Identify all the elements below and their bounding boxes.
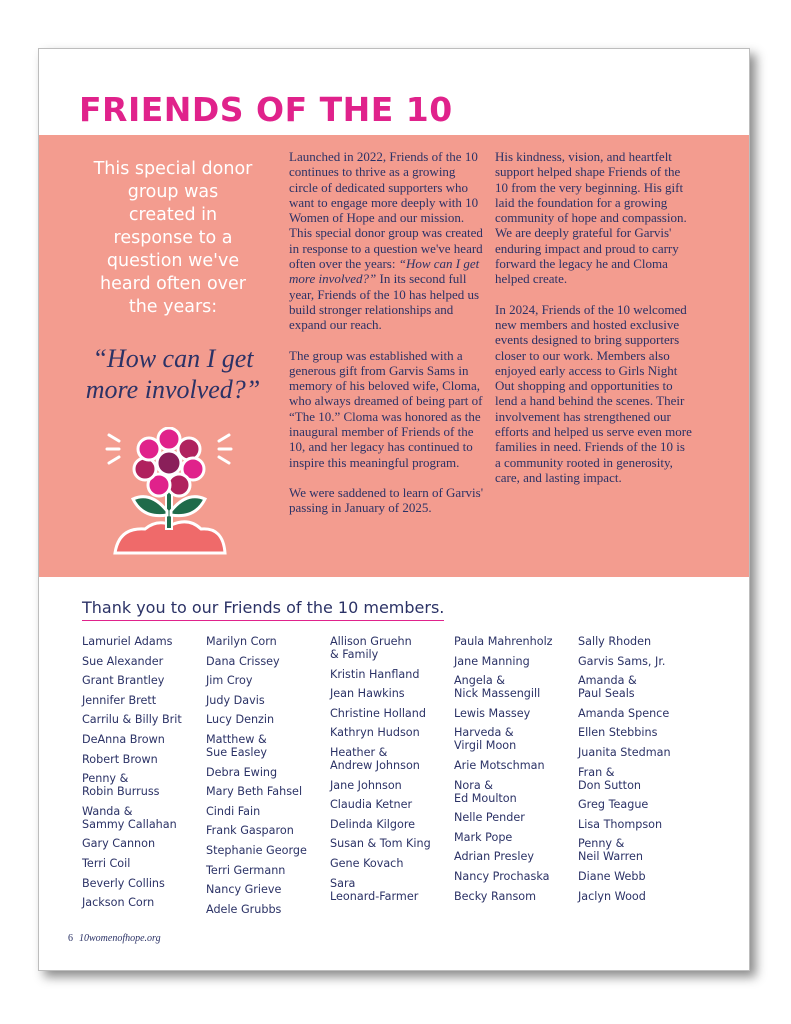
member-column [578, 635, 702, 909]
page-title: FRIENDS OF THE 10 [79, 90, 453, 129]
member-name: Jane Manning [454, 654, 530, 668]
member-name: Penny & Neil Warren [578, 837, 643, 864]
member-name: Stephanie George [206, 843, 307, 857]
body-paragraph: The group was established with a generous gift from Garvis Sams in memory of his beloved wife, Cloma, who always dreamed of being part of “The 10.” Cloma was honored as the inaugural member of Friends of the 10, and her legacy has continued to inspire this meaningful program. [289, 347, 483, 470]
member-name: Terri Coil [82, 856, 131, 870]
member-name: Angela & Nick Massengill [454, 674, 541, 701]
member-column [330, 635, 454, 909]
member-name: Jane Johnson [330, 778, 402, 792]
member-name: Dana Crissey [206, 654, 280, 668]
member-name: Carrilu & Billy Brit [82, 713, 182, 727]
member-name: Judy Davis [206, 693, 265, 707]
member-name: Allison Gruehn & Family [330, 635, 412, 661]
body-paragraph: His kindness, vision, and heartfelt support helped shape Friends of the 10 from the very beginning. His gift laid the foundation for a growing community of hope and compassion. We are deeply grateful for Garvis' enduring impact and proud to carry forward the legacy he and Cloma helped create. [495, 149, 687, 287]
member-name: Beverly Collins [82, 876, 165, 890]
member-name: Heather & Andrew Johnson [330, 745, 420, 772]
member-name: Wanda & Sammy Callahan [82, 804, 177, 831]
body-paragraph: In 2024, Friends of the 10 welcomed new members and hosted exclusive events designed to bring supporters closer to our work. Members also enjoyed early access to Girls Night Out shopping and opportunities to lend a hand behind the scenes. Their involvement has strengthened our efforts and helped us serve even more families in need. Friends of the 10 is a community rooted in generosity, care, and lasting impact. [495, 301, 692, 485]
member-name: Gene Kovach [330, 856, 404, 870]
member-name: Jaclyn Wood [578, 889, 646, 903]
body-column-2 [495, 149, 693, 500]
page-number: 6 [68, 933, 73, 944]
page-footer [68, 933, 161, 944]
member-name: Terri Germann [206, 863, 286, 877]
member-name: Mary Beth Fahsel [206, 785, 303, 799]
member-name: Robert Brown [82, 752, 158, 766]
member-name: Ellen Stebbins [578, 726, 658, 740]
member-name: Sally Rhoden [578, 635, 652, 648]
member-column [82, 635, 206, 916]
member-name: Greg Teague [578, 798, 649, 812]
member-name: Nancy Grieve [206, 883, 282, 897]
member-name: Kristin Hanfland [330, 667, 420, 681]
body-column-1 [289, 149, 487, 531]
member-name: Paula Mahrenholz [454, 635, 553, 648]
member-name: Adrian Presley [454, 850, 534, 864]
member-name: Nora & Ed Moulton [454, 778, 517, 805]
member-name: Jackson Corn [82, 896, 155, 910]
thanks-heading: Thank you to our Friends of the 10 members. [82, 598, 444, 621]
member-name: Gary Cannon [82, 837, 156, 851]
member-name: Cindi Fain [206, 804, 261, 818]
member-name: Harveda & Virgil Moon [454, 726, 517, 753]
member-name: Amanda & Paul Seals [578, 674, 637, 701]
member-name: Matthew & Sue Easley [206, 732, 267, 759]
member-name: Sue Alexander [82, 654, 164, 668]
member-name: Lisa Thompson [578, 817, 663, 831]
member-name: Juanita Stedman [578, 745, 671, 759]
member-name: Lucy Denzin [206, 713, 275, 727]
member-name: Mark Pope [454, 830, 513, 844]
member-name: DeAnna Brown [82, 732, 165, 746]
member-name: Nancy Prochaska [454, 869, 550, 883]
member-name: Jean Hawkins [330, 687, 405, 701]
member-name: Jennifer Brett [82, 693, 157, 707]
footer-url[interactable]: 10womenofhope.org [79, 933, 161, 944]
intro-band [39, 135, 750, 577]
member-name: Nelle Pender [454, 811, 525, 825]
intro-text: This special donor group was created in response to a question we've heard often over the years: [93, 159, 253, 317]
member-name: Kathryn Hudson [330, 726, 420, 740]
member-name: Marilyn Corn [206, 635, 277, 648]
member-name: Arie Motschman [454, 758, 545, 772]
flower-icon [105, 427, 233, 559]
member-name: Diane Webb [578, 869, 646, 883]
member-name: Sara Leonard-Farmer [330, 876, 419, 903]
member-name: Lamuriel Adams [82, 635, 173, 648]
member-name: Frank Gasparon [206, 824, 294, 838]
body-paragraph: Launched in 2022, Friends of the 10 continues to thrive as a growing circle of dedicated supporters who want to engage more deeply with 10 Women of Hope and our mission. This special donor group was created in response to a question we've heard often over the years: “How can I get more involved?” In its second full year, Friends of the 10 has helped us build stronger relationships and expand our reach. [289, 149, 483, 333]
member-name: Fran & Don Sutton [578, 765, 642, 792]
member-name: Garvis Sams, Jr. [578, 654, 666, 668]
member-name: Adele Grubbs [206, 902, 282, 916]
member-name: Jim Croy [206, 674, 253, 688]
member-name: Christine Holland [330, 706, 426, 720]
member-name: Debra Ewing [206, 765, 278, 779]
pull-quote: “How can I get more involved?” [85, 344, 261, 404]
member-name: Penny & Robin Burruss [82, 772, 160, 799]
member-name: Amanda Spence [578, 706, 670, 720]
member-name: Claudia Ketner [330, 798, 413, 812]
member-name: Grant Brantley [82, 674, 165, 688]
page [38, 48, 750, 971]
member-name: Delinda Kilgore [330, 817, 416, 831]
body-paragraph: We were saddened to learn of Garvis' passing in January of 2025. [289, 484, 484, 516]
member-name: Susan & Tom King [330, 837, 431, 851]
member-name: Lewis Massey [454, 706, 531, 720]
member-name: Becky Ransom [454, 889, 537, 903]
member-column [454, 635, 578, 909]
member-column [206, 635, 330, 922]
